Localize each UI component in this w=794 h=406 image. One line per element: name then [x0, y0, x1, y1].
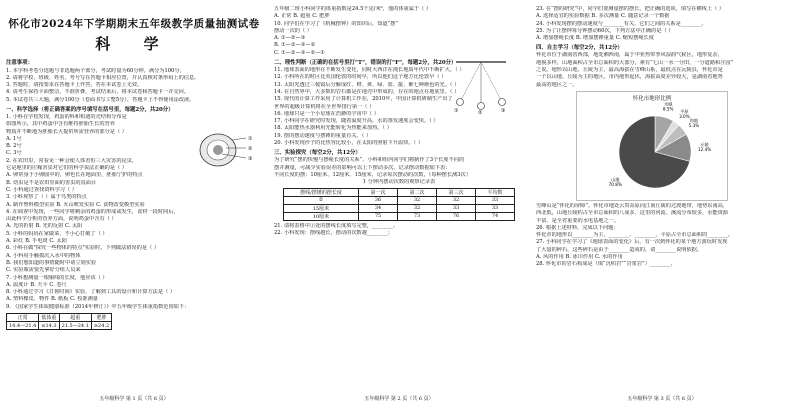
section-3-heading: 三、实验探究（每空2分，共12分） [274, 150, 361, 157]
question-line: A. 光的折射 B. 光的反射 C. 太阳 [6, 223, 83, 230]
table-row [284, 204, 515, 212]
note-item: 2. 请将学校、班级、姓名、考号写在答题卡相应位置，并认真核对条形码上的信息。 [6, 74, 200, 81]
question-line: 13. 太阳光透过三棱镜后分解成红、橙、黄、绿、蓝、靛、紫七种颜色的光。（ ） [274, 81, 460, 88]
table-cell: 74 [476, 212, 515, 220]
table-cell: ≥24.2 [91, 322, 111, 330]
page-1-column [6, 6, 262, 388]
question-line: B. 我们想知道的事情随时中请立刻实验 [6, 259, 97, 266]
question-line: B. 2号 [6, 143, 22, 150]
table-cell: 摆线/摆锤的摆长度 [284, 188, 359, 196]
exam-subject: 科 学 [95, 35, 173, 53]
question-line: 4. 在调查中发现，一些同学将剩余的鸡蛋的形成或发生，食材一段时间后， [6, 208, 179, 215]
notes-heading: 注意事项： [6, 60, 33, 66]
table-cell: 21.5—24.1 [59, 322, 91, 330]
question-line: 15. 现代的计算工作采用了计算机工作在，2010年，中国计算机研制生产出了 [274, 96, 453, 103]
page-1 [0, 0, 268, 406]
question-line: 为了研究“摆的快慢与摆绳长度的关系”，小科和组内同学们将制作了3个长度不同的 [274, 157, 465, 164]
question-line: 22. 小科发现：摆线越长，摆动的次数越________； [274, 229, 393, 236]
question-line: 3. 小科观察了（ ）属于鸟类的特点 [6, 194, 87, 201]
table-cell: 33 [476, 204, 515, 212]
question-line: 5. 小科的妈妈在家做菜，不小心打破了（ ） [6, 230, 108, 237]
exam-title: 怀化市2024年下学期期末五年级教学质量抽测试卷 [8, 18, 260, 30]
section-4-heading: 四、自主学习（每空2分，共12分） [536, 45, 623, 52]
table-row [284, 212, 515, 220]
question-line: 27. 小科同学在学习了《地球表面的变化》后，有一次到怀化的某个地方游玩时发现 [536, 239, 728, 246]
pie-label: 山地 70.8% [608, 177, 622, 188]
svg-text:③: ③ [248, 156, 253, 162]
question-line: C. ①—②—③—②—① [274, 49, 326, 56]
question-line: A. 风的作用 B. 冰川作用 C. 水的作用 [536, 254, 623, 261]
page-2-questions-top [274, 6, 524, 57]
question-line: A. 卵常身于小卵圆中的，卵也长在地面里，胚胎宁护的特点 [6, 172, 143, 179]
pie-label: 水域 8.5% [662, 101, 674, 112]
passage-line: 地貌多样，山地面积占全市总面积的大部分，素有“七山一水一分田，一分道路和庄园” [536, 59, 734, 66]
question-line: 11. 地球表面的地形在不断发生变化，同时大西洋在漫长地质年代中不断扩大。（ ） [274, 67, 465, 74]
page-3 [530, 0, 794, 406]
question-line: 西北低，山地丘陵约占全市总面积的八成多，这里的河流、溪流分布较多，水能资源 [536, 210, 728, 217]
swing-count-table [283, 188, 515, 221]
question-line: 9. 《国家学生体质健康标准（2014年修订）》中五年级学生体重指数范围如下： [6, 303, 190, 310]
page-3-questions-bottom [536, 203, 788, 269]
chart-title: 怀化市地形比例 [632, 95, 672, 102]
passage-line: 怀化市位于湖南省西部，地处湘西南，属于中亚热带季风湿润气候区，地形复杂， [536, 52, 723, 59]
page-2 [268, 0, 530, 406]
question-line: 如图所示，其中鸡蛋中含有维持胚胎生长的营养 [6, 121, 115, 128]
question-line: 8. 小科通过学习《日晷时间》实验，了解到工具的设计和计算方法是（ ） [6, 289, 176, 296]
question-line: 18. 太阳能热水器利用光能转化为热能来加热。（ ） [274, 125, 392, 132]
question-line: 了大量的碎石，这些碎石是由于________造成的，请________说明依据。 [536, 246, 703, 253]
page-footer: 五年级科学 第 2 页（共 6 页） [364, 396, 434, 402]
question-line: 怀化市的地形以________为主，________、________，平原占全市总面积的________。 [536, 232, 734, 239]
question-line: 19. 摆的摆动速度与摆锤的重量有关。（ ） [274, 132, 372, 139]
question-line: A. 1号 [6, 135, 22, 142]
bmi-table-row [7, 322, 112, 330]
question-line: 五年级二班小科同学的体重指数是24.5千克/米²，他的体重属于（ ） [274, 6, 432, 12]
question-line: 它是地里的庄稼害虫对它们的科学说法正确的是（ ） [6, 165, 127, 172]
page-footer: 五年级科学 第 3 页（共 6 页） [627, 396, 697, 402]
question-line: 摆动一次的（ ） [274, 27, 312, 34]
note-item: 3. 答题时，请按要求在答题卡上作答，答在本试卷上无效。 [6, 82, 143, 89]
question-line: B. 幼虫是不是农田里面的害虫的真面目 [6, 179, 97, 186]
question-line: 16. 地球只是一个小星球在浩渺的宇宙中（ ） [274, 110, 379, 117]
table-cell: 32 [398, 204, 437, 212]
table-header-row [284, 188, 515, 196]
table-cell: 32 [398, 196, 437, 204]
svg-text:②: ② [248, 146, 253, 152]
question-line: 摆并测量，可减少实验误差的影响可以上下摆动多次，记录摆动数据如下表： [274, 164, 451, 171]
question-line: A. 选择适宜的实验数据 B. 多次测量 C. 随意记录一个数据 [536, 13, 670, 20]
passage-line: 一个以山地、丘陵为主的地区。市内地形起伏，海拔高度差异较大，是湖南省地势 [536, 74, 723, 81]
notes-list [6, 68, 262, 104]
bmi-table [6, 313, 112, 330]
section-1-heading: 一、科学选择（将正确答案的序号填写在括号里，每题2分，共20分） [6, 106, 174, 113]
pendulum-diagram [446, 58, 516, 114]
question-line: 物质并不断地为胚胎长大提供所需营养的部分是（ ） [6, 128, 127, 135]
table-cell: 肥胖 [91, 314, 111, 322]
table-cell: 76 [437, 212, 476, 220]
question-line: A. 增加摆绳长度 B. 增加摆锤重量 C. 缩短摆绳长度 [536, 35, 654, 42]
question-line: 21. 请将表格中①处的摆线长度填写完整，________。 [274, 222, 399, 229]
question-line: A. ①—②—③ [274, 35, 306, 42]
page-3-column [536, 6, 788, 388]
table-cell: 36 [359, 196, 398, 204]
question-line: A. 彩红 B. 手电筒 C. 太阳 [6, 238, 67, 245]
table-cell: 第三次 [437, 188, 476, 196]
page-2-questions-bottom [274, 223, 524, 238]
note-item: 4. 请考生保持卡面整洁，不准折叠，考试结束后，将本试卷和答题卡一并交回。 [6, 89, 189, 96]
question-line: 不同长度的摆：10厘米、12厘米、15厘米，记录每次摆动的次数，（每种摆长测3次） [274, 171, 471, 178]
table-cell: 75 [359, 212, 398, 220]
table-cell: 15厘米 [284, 204, 359, 212]
question-line: 雪峰山是“怀化的屏障”。怀化市地处云贵高原向江南丘陵的过渡地带，地势东南高， [536, 202, 729, 209]
table-cell: 34 [359, 204, 398, 212]
question-line: 由此科学分析的营养方面，说明鸡蛋中含有（ ） [6, 216, 117, 223]
question-line: 23. 在“摆的研究”中，同学们要测量摆的摆长，把正确的选项，填写在横线上（ ） [536, 6, 725, 12]
page-footer: 五年级科学 第 1 页（共 6 页） [99, 396, 169, 402]
pie-label: 平原 3.0% [679, 109, 690, 120]
terrain-pie-chart [576, 91, 728, 201]
question-line: 25. 为了让摆钟每分钟摆动60次，下列方法中正确的是（ ） [536, 27, 674, 34]
question-line: 26. 根据上述材料，完成以下问题： [536, 224, 619, 231]
section-2-heading: 二、理性判断（正确的在括号里打“T”，错误的打“F”，每题2分，共20分） [274, 60, 457, 67]
table-cell: 33 [476, 196, 515, 204]
reading-passage [536, 52, 788, 88]
note-item: 1. 本学科考卷分选题与非选题两个部分，考试时量为60分钟，满分为100分。 [6, 67, 185, 74]
table-row [284, 196, 515, 204]
question-line: 28. 怀化市的岩石构成是（填“沉积岩”“岩浆岩”）________， [536, 261, 676, 268]
passage-line: 之说。地形以山地、丘陵为主，最高海拔在雪峰山系，最低点在沅陵县，怀化市是 [536, 67, 723, 74]
table-cell: 超重 [59, 314, 91, 322]
table-cell: ① [284, 196, 359, 204]
table-cell: 10厘米 [284, 212, 359, 220]
question-line: C. 3号 [6, 150, 22, 157]
svg-text:①: ① [454, 108, 459, 114]
table-cell: 73 [398, 212, 437, 220]
question-line: 世界的超级计算机将在全世界排行第一（ ） [274, 103, 375, 110]
egg-diagram [198, 128, 260, 172]
svg-text:②: ② [478, 110, 483, 114]
question-line: A. 小科用手触摸沉入水中的物体 [6, 252, 81, 259]
question-line: C. 小科通过查找资料学习（ ） [6, 186, 77, 193]
table-cell: 低体重 [39, 314, 59, 322]
question-line: A. 塑料橡皮、物件 B. 纸板 C. 校准测量 [6, 296, 98, 303]
question-line: 6. 小科在做"探究一些物体的特点"实验时，下列做法错误的是（ ） [6, 245, 160, 252]
pie-svg [577, 92, 727, 200]
table-title: 1 分钟内摆动次数的观察记录表 [362, 179, 436, 186]
question-line: 24. 小科发现摆的摆动速度与________有关，它们之间的关系是________。 [536, 20, 707, 27]
question-line: A. 温度计 B. 天平 C. 卷尺 [6, 281, 67, 288]
table-cell: 平均数 [476, 188, 515, 196]
question-line: 12. 小科所在的时区比英国伦敦的时间早，所以他们这个地方比伦敦早（ ） [274, 74, 447, 81]
table-cell: 33 [437, 204, 476, 212]
note-item: 5. 本试卷共三大题，满分100分（卷面书写工整5分），答题卡上不得使用涂改液。 [6, 96, 195, 103]
svg-text:①: ① [248, 136, 253, 142]
pie-label: 岗地 5.3% [688, 117, 700, 128]
table-cell: 第一次 [359, 188, 398, 196]
experiment-description [274, 157, 524, 179]
question-line: C. 实验瓶需要先拿好分组人员来 [6, 267, 81, 274]
question-line: 7. 小科想测量一根铜线的长度，他应该（ ） [6, 274, 108, 281]
passage-line: 最高的地区之一。 [536, 81, 578, 88]
svg-text:③: ③ [501, 108, 506, 114]
question-line: 14. 在自然界中，大多数的岩石都是在地壳中形成的，存在的地点在地底里。（ ） [274, 88, 460, 95]
question-line: 2. 在农田里，常看见一种会使人体害怕三大灾害的昆虫， [6, 157, 138, 164]
table-cell: 32 [437, 196, 476, 204]
question-line: 17. 小科同学在研究时发现，随着温度升高，水的蒸发速度会变快。（ ） [274, 118, 439, 125]
table-cell: 正常 [7, 314, 39, 322]
question-line: 20. 小科发现沙子的比热容比较小，在太阳的照射下升温快。（ ） [274, 140, 424, 147]
question-line: A. 正常 B. 超重 C. 肥胖 [274, 13, 330, 20]
question-line: A. 制作塑料模型实验 B. 火山喷发实验 C. 食物改变模型实验 [6, 201, 145, 208]
page-3-questions-top [536, 6, 788, 42]
table-cell: ≤14.3 [39, 322, 59, 330]
question-line: 1. 小科在学校发现，鸡蛋的科和柏迪的壳结构分布是 [6, 113, 127, 120]
question-line: 丰富，是全省重要的水电基地之一。 [536, 217, 620, 224]
question-line: B. ①—②—③—② [274, 42, 316, 49]
pie-label: 丘陵 12.4% [697, 141, 712, 152]
bmi-table-header [7, 314, 112, 322]
question-line: 10. 同学们在学习了《机械摆钟》的知识后，知道“摆” [274, 20, 399, 27]
table-cell: 第二次 [398, 188, 437, 196]
table-cell: 14.4—21.4 [7, 322, 39, 330]
